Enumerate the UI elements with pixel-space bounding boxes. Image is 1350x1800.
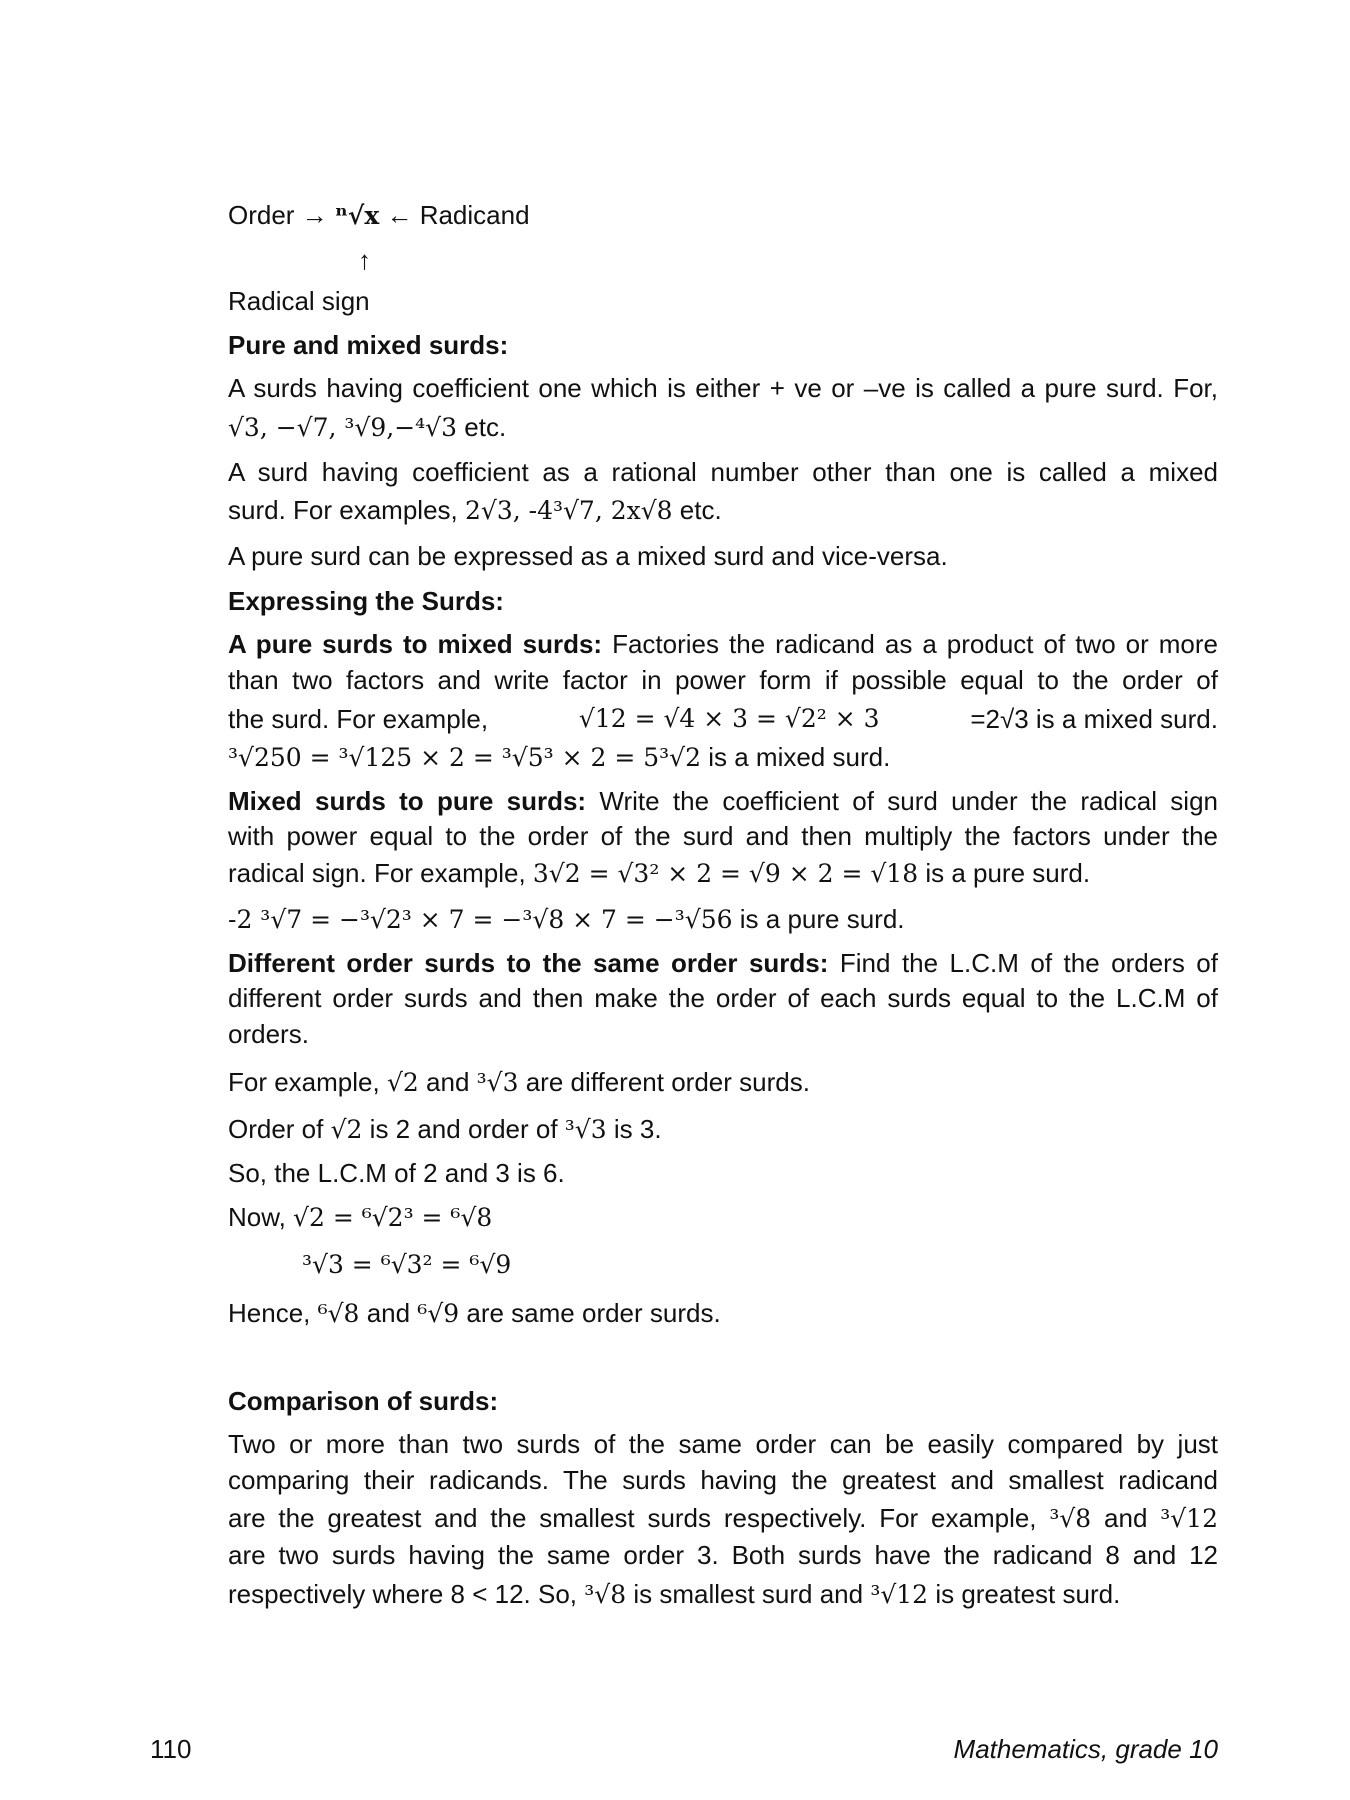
cube-root12-math: ³√12 — [870, 1580, 929, 1609]
different-order-text: Find the L.C.M of the orders of — [828, 948, 1218, 978]
root-symbol: ⁿ√x — [334, 201, 380, 230]
different-order-line3: orders. — [228, 1019, 309, 1049]
order-of-text: Order of — [228, 1114, 331, 1144]
heading-comparison: Comparison of surds: — [228, 1386, 499, 1416]
comparison-line1: Two or more than two surds of the same order can be easily compared by just — [228, 1429, 1218, 1459]
heading-expressing: Expressing the Surds: — [228, 586, 504, 616]
same-order-text: are same order surds. — [459, 1298, 721, 1328]
example-hence — [228, 1296, 1218, 1331]
pure-to-mixed-line3 — [228, 702, 1218, 736]
example-cube-root-conversion — [302, 1247, 602, 1282]
for-example-text: the surd. For example, — [228, 704, 489, 734]
pure-mixed-note: A pure surd can be expressed as a mixed surd and vice-versa. — [228, 541, 948, 571]
sixth-root-9-math: ⁶√9 — [417, 1299, 460, 1328]
sqrt2-math: √2 — [386, 1068, 419, 1097]
surd-structure-line — [228, 198, 1218, 233]
mixed-to-pure-line1 — [228, 784, 1218, 818]
pure-surd-definition: A surds having coefficient one which is either + ve or –ve is called a pure surd. For, — [228, 373, 1218, 403]
is-pure-surd-text: is a pure surd. — [918, 858, 1091, 888]
example-now — [228, 1200, 1218, 1235]
greatest-surd-text: is greatest surd. — [928, 1579, 1121, 1609]
heading-pure-mixed: Pure and mixed surds: — [228, 330, 509, 360]
comparison-line3 — [228, 1501, 1218, 1536]
and-text: and — [418, 1067, 477, 1097]
radical-sign-label: Radical sign — [228, 286, 370, 316]
different-order-text: are different order surds. — [518, 1067, 810, 1097]
pure-to-mixed-text: Factories the radicand as a product of two or more — [602, 629, 1218, 659]
radicand-label: ← Radicand — [386, 200, 530, 230]
mixed-surd-result: =2√3 is a mixed surd. — [970, 704, 1218, 734]
sixth-root-9-math: ³√3 = ⁶√3² = ⁶√9 — [302, 1250, 512, 1279]
different-order-title: Different order surds to the same order surds: — [228, 948, 829, 978]
order-mid-text: is 2 and order of — [362, 1114, 565, 1144]
mixed-examples-prefix: surd. For examples, — [228, 495, 465, 525]
pure-to-mixed-line4 — [228, 740, 1218, 775]
and-text: and — [1091, 1503, 1161, 1533]
cube-root3-math: ³√3 — [476, 1068, 519, 1097]
mixed-surd-math: 2√3, -4³√7, 2x√8 — [464, 496, 673, 525]
hence-text: Hence, — [228, 1298, 318, 1328]
sqrt12-math: √12 = √4 × 3 = √2² × 3 — [578, 704, 880, 733]
sqrt18-math: 3√2 = √3² × 2 = √9 × 2 = √18 — [532, 859, 919, 888]
pure-to-mixed-line1 — [228, 627, 1218, 661]
mixed-surd-definition: A surd having coefficient as a rational number other than one is called a mixed — [228, 457, 1218, 487]
etc-text: etc. — [457, 412, 507, 442]
book-title: Mathematics, grade 10 — [953, 1734, 1218, 1764]
cube-root8-math: ³√8 — [584, 1580, 627, 1609]
mixed-surd-examples — [228, 493, 1218, 528]
mixed-to-pure-title: Mixed surds to pure surds: — [228, 786, 587, 816]
page-number: 110 — [150, 1734, 192, 1764]
example-order-of — [228, 1112, 1218, 1147]
is-mixed-surd-text: is a mixed surd. — [701, 742, 891, 772]
smallest-surd-text: is smallest surd and — [626, 1579, 871, 1609]
cube-root3-math: ³√3 — [564, 1115, 607, 1144]
comparison-line2: comparing their radicands. The surds having the greatest and smallest radicand — [228, 1465, 1218, 1495]
different-order-line1 — [228, 946, 1218, 980]
mixed-to-pure-line4 — [228, 902, 1218, 937]
different-order-line2: different order surds and then make the order of each surds equal to the L.C.M of — [228, 983, 1218, 1013]
mixed-to-pure-line2: with power equal to the order of the surd and then multiply the factors under the — [228, 821, 1218, 851]
is-3-text: is 3. — [606, 1114, 662, 1144]
comparison-line4: are two surds having the same order 3. Both surds have the radicand 8 and 12 — [228, 1540, 1218, 1570]
is-pure-surd-text: is a pure surd. — [732, 904, 905, 934]
pure-surd-math: √3, −√7, ³√9,−⁴√3 — [228, 413, 458, 442]
for-example-text: For example, — [228, 1067, 387, 1097]
etc-text: etc. — [672, 495, 722, 525]
example-lcm: So, the L.C.M of 2 and 3 is 6. — [228, 1158, 565, 1188]
comparison-example-text: are the greatest and the smallest surds respectively. For example, — [228, 1503, 1050, 1533]
pure-surd-examples — [228, 410, 1218, 445]
pure-to-mixed-line2: than two factors and write factor in power form if possible equal to the order of — [228, 665, 1218, 695]
sixth-root-8-math: ⁶√8 — [317, 1299, 360, 1328]
now-text: Now, — [228, 1202, 294, 1232]
respectively-text: respectively where 8 < 12. So, — [228, 1579, 585, 1609]
example-different-order — [228, 1065, 1218, 1100]
sixth-root-8-math: √2 = ⁶√2³ = ⁶√8 — [293, 1203, 493, 1232]
radical-sign-example-text: radical sign. For example, — [228, 858, 533, 888]
cube-root12-math: ³√12 — [1160, 1504, 1218, 1533]
cube-root-250-math: ³√250 = ³√125 × 2 = ³√5³ × 2 = 5³√2 — [228, 743, 701, 772]
comparison-line5 — [228, 1577, 1218, 1612]
cube-root8-math: ³√8 — [1049, 1504, 1092, 1533]
cube-root-56-math: -2 ³√7 = −³√2³ × 7 = −³√8 × 7 = −³√56 — [228, 905, 733, 934]
mixed-to-pure-line3 — [228, 856, 1218, 891]
order-label: Order → — [228, 200, 328, 230]
sqrt2-math: √2 — [330, 1115, 363, 1144]
and-text: and — [359, 1298, 418, 1328]
mixed-to-pure-text: Write the coefficient of surd under the radical sign — [586, 786, 1218, 816]
pure-to-mixed-title: A pure surds to mixed surds: — [228, 629, 603, 659]
up-arrow: ↑ — [358, 245, 371, 275]
